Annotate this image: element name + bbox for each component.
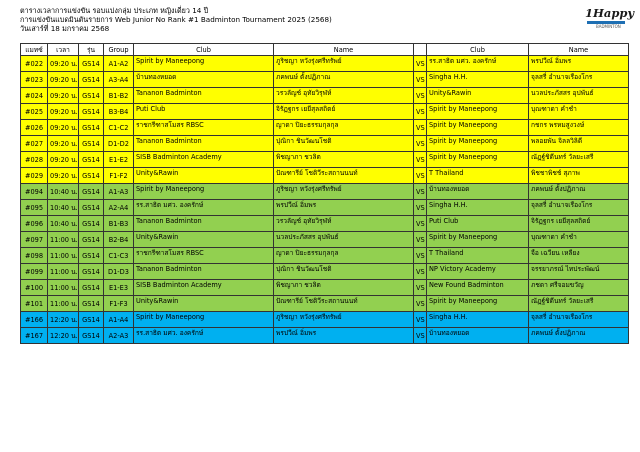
vs-cell: VS bbox=[414, 248, 427, 264]
class-cell: GS14 bbox=[79, 200, 104, 216]
vs-cell: VS bbox=[414, 88, 427, 104]
name-1-cell: นวลประภัสสร อุปพันธ์ bbox=[274, 232, 414, 248]
name-2-cell: บุณฑาดา คำชำ bbox=[529, 104, 629, 120]
vs-cell: VS bbox=[414, 152, 427, 168]
class-cell: GS14 bbox=[79, 136, 104, 152]
table-row bbox=[21, 296, 629, 312]
time-cell: 09:20 น. bbox=[48, 88, 79, 104]
table-row bbox=[21, 168, 629, 184]
table-row bbox=[21, 328, 629, 344]
club-2-cell: Spirit by Maneepong bbox=[427, 104, 529, 120]
match-cell: #026 bbox=[21, 120, 48, 136]
time-cell: 11:00 น. bbox=[48, 248, 79, 264]
club-2-cell: บ้านทองหยอด bbox=[427, 328, 529, 344]
group-cell: B2-B4 bbox=[104, 232, 134, 248]
group-cell: B1-B3 bbox=[104, 216, 134, 232]
club-2-cell: Puti Club bbox=[427, 216, 529, 232]
time-cell: 11:00 น. bbox=[48, 264, 79, 280]
club-2-cell: T Thailand bbox=[427, 248, 529, 264]
club-1-cell: บ้านทองหยอด bbox=[134, 72, 274, 88]
name-1-cell: พรปวีณ์ อิ่มพร bbox=[274, 200, 414, 216]
time-cell: 10:40 น. bbox=[48, 216, 79, 232]
table-row bbox=[21, 120, 629, 136]
time-cell: 09:20 น. bbox=[48, 56, 79, 72]
vs-cell: VS bbox=[414, 56, 427, 72]
group-cell: E1-E3 bbox=[104, 280, 134, 296]
vs-cell: VS bbox=[414, 72, 427, 88]
club-1-cell: Unity&Rawin bbox=[134, 168, 274, 184]
class-cell: GS14 bbox=[79, 232, 104, 248]
time-cell: 09:20 น. bbox=[48, 120, 79, 136]
club-1-cell: Spirit by Maneepong bbox=[134, 56, 274, 72]
name-1-cell: วรวลัญช์ อุทัยวิรุฬห์ bbox=[274, 88, 414, 104]
class-cell: GS14 bbox=[79, 152, 104, 168]
group-cell: E1-E2 bbox=[104, 152, 134, 168]
club-1-cell: Unity&Rawin bbox=[134, 232, 274, 248]
name-2-cell: จือ เฉวียน เหลียง bbox=[529, 248, 629, 264]
vs-cell: VS bbox=[414, 264, 427, 280]
header-match: แมทซ์ bbox=[21, 44, 48, 56]
match-cell: #025 bbox=[21, 104, 48, 120]
class-cell: GS14 bbox=[79, 248, 104, 264]
match-cell: #095 bbox=[21, 200, 48, 216]
match-cell: #023 bbox=[21, 72, 48, 88]
name-1-cell: ญาดา ปิยะธรรมกุลกุล bbox=[274, 248, 414, 264]
name-2-cell: ภคพนษ์ ตั้งปฏิภาณ bbox=[529, 328, 629, 344]
club-2-cell: Spirit by Maneepong bbox=[427, 136, 529, 152]
club-1-cell: รร.สาธิต มศว. องครักษ์ bbox=[134, 328, 274, 344]
class-cell: GS14 bbox=[79, 56, 104, 72]
class-cell: GS14 bbox=[79, 168, 104, 184]
vs-cell: VS bbox=[414, 184, 427, 200]
name-1-cell: พิชญาภา ชวลิต bbox=[274, 152, 414, 168]
group-cell: C1-C2 bbox=[104, 120, 134, 136]
class-cell: GS14 bbox=[79, 104, 104, 120]
match-cell: #166 bbox=[21, 312, 48, 328]
name-2-cell: ภชดา ศรีจอมขวัญ bbox=[529, 280, 629, 296]
class-cell: GS14 bbox=[79, 216, 104, 232]
club-2-cell: Singha H.H. bbox=[427, 72, 529, 88]
club-2-cell: Spirit by Maneepong bbox=[427, 152, 529, 168]
group-cell: A1-A2 bbox=[104, 56, 134, 72]
group-cell: D1-D2 bbox=[104, 136, 134, 152]
club-1-cell: Tananon Badminton bbox=[134, 264, 274, 280]
name-1-cell: ปัณฑารีย์ โชติวีระสถานนนท์ bbox=[274, 168, 414, 184]
club-1-cell: Spirit by Maneepong bbox=[134, 312, 274, 328]
name-2-cell: ภคพนษ์ ตั้งปฏิภาณ bbox=[529, 184, 629, 200]
club-2-cell: Singha H.H. bbox=[427, 312, 529, 328]
club-1-cell: SISB Badminton Academy bbox=[134, 152, 274, 168]
club-1-cell: Spirit by Maneepong bbox=[134, 184, 274, 200]
name-2-cell: จรรยาภรณ์ ไทประพัฒน์ bbox=[529, 264, 629, 280]
name-2-cell: ณัฏฐ์ชิดีนทร์ วัลยะเสรี bbox=[529, 152, 629, 168]
name-2-cell: กชกร พรหมสูงวงษ์ bbox=[529, 120, 629, 136]
class-cell: GS14 bbox=[79, 280, 104, 296]
match-cell: #022 bbox=[21, 56, 48, 72]
group-cell: A1-A4 bbox=[104, 312, 134, 328]
schedule-title: ตารางเวลาการแข่งขัน รอบแบ่งกลุ่ม ประเภท หญิงเดี่ยว 14 ปี bbox=[20, 6, 209, 15]
logo-subtitle: BADMINTON bbox=[596, 24, 621, 29]
vs-cell: VS bbox=[414, 104, 427, 120]
happy-badminton-logo bbox=[583, 6, 635, 30]
name-1-cell: พรปวีณ์ อิ่มพร bbox=[274, 328, 414, 344]
table-row bbox=[21, 88, 629, 104]
time-cell: 09:20 น. bbox=[48, 72, 79, 88]
match-cell: #100 bbox=[21, 280, 48, 296]
table-row bbox=[21, 184, 629, 200]
name-2-cell: จุลสรี่ อำนาจเรืองโกร bbox=[529, 200, 629, 216]
group-cell: D1-D3 bbox=[104, 264, 134, 280]
table-row bbox=[21, 200, 629, 216]
time-cell: 11:00 น. bbox=[48, 296, 79, 312]
header-club-1: Club bbox=[134, 44, 274, 56]
club-2-cell: NP Victory Academy bbox=[427, 264, 529, 280]
header-group: Group bbox=[104, 44, 134, 56]
name-2-cell: พลอยพัน จิลลวิลิดี bbox=[529, 136, 629, 152]
class-cell: GS14 bbox=[79, 312, 104, 328]
class-cell: GS14 bbox=[79, 264, 104, 280]
class-cell: GS14 bbox=[79, 328, 104, 344]
class-cell: GS14 bbox=[79, 296, 104, 312]
time-cell: 09:20 น. bbox=[48, 104, 79, 120]
vs-cell: VS bbox=[414, 216, 427, 232]
time-cell: 11:00 น. bbox=[48, 232, 79, 248]
group-cell: C1-C3 bbox=[104, 248, 134, 264]
class-cell: GS14 bbox=[79, 72, 104, 88]
table-header-row bbox=[21, 44, 629, 56]
club-2-cell: Unity&Rawin bbox=[427, 88, 529, 104]
logo-word: 1Happy bbox=[585, 6, 635, 20]
header-class: รุ่น bbox=[79, 44, 104, 56]
vs-cell: VS bbox=[414, 232, 427, 248]
table-row bbox=[21, 216, 629, 232]
vs-cell: VS bbox=[414, 168, 427, 184]
time-cell: 12:20 น. bbox=[48, 312, 79, 328]
match-cell: #027 bbox=[21, 136, 48, 152]
name-2-cell: พรปวีณ์ อิ่มพร bbox=[529, 56, 629, 72]
match-cell: #096 bbox=[21, 216, 48, 232]
club-1-cell: Tananon Badminton bbox=[134, 216, 274, 232]
name-2-cell: จิรัฏฐกร เยยีสุลสถิตย์ bbox=[529, 216, 629, 232]
header-name-1: Name bbox=[274, 44, 414, 56]
name-2-cell: จุลสรี่ อำนาจเรืองโกร bbox=[529, 72, 629, 88]
time-cell: 09:20 น. bbox=[48, 168, 79, 184]
group-cell: A3-A4 bbox=[104, 72, 134, 88]
header-vs bbox=[414, 44, 427, 56]
class-cell: GS14 bbox=[79, 88, 104, 104]
club-2-cell: T Thailand bbox=[427, 168, 529, 184]
match-cell: #028 bbox=[21, 152, 48, 168]
club-1-cell: ราชกรีฑาสโมสร RBSC bbox=[134, 120, 274, 136]
table-row bbox=[21, 280, 629, 296]
time-cell: 10:40 น. bbox=[48, 200, 79, 216]
club-2-cell: Spirit by Maneepong bbox=[427, 120, 529, 136]
vs-cell: VS bbox=[414, 200, 427, 216]
table-row bbox=[21, 312, 629, 328]
name-2-cell: พิชชาพิชช์ สุภาพ bbox=[529, 168, 629, 184]
club-2-cell: New Found Badminton bbox=[427, 280, 529, 296]
club-2-cell: บ้านทองหยอด bbox=[427, 184, 529, 200]
club-1-cell: Unity&Rawin bbox=[134, 296, 274, 312]
time-cell: 11:00 น. bbox=[48, 280, 79, 296]
name-2-cell: จุลสรี่ อำนาจเรืองโกร bbox=[529, 312, 629, 328]
group-cell: B1-B2 bbox=[104, 88, 134, 104]
group-cell: F1-F3 bbox=[104, 296, 134, 312]
name-2-cell: บุณฑาดา คำชำ bbox=[529, 232, 629, 248]
club-1-cell: ราชกรีฑาสโมสร RBSC bbox=[134, 248, 274, 264]
match-cell: #029 bbox=[21, 168, 48, 184]
name-2-cell: นวลประภัสสร อุปพันธ์ bbox=[529, 88, 629, 104]
club-2-cell: Spirit by Maneepong bbox=[427, 232, 529, 248]
group-cell: A2-A3 bbox=[104, 328, 134, 344]
name-1-cell: ปัณฑารีย์ โชติวีระสถานนนท์ bbox=[274, 296, 414, 312]
group-cell: B3-B4 bbox=[104, 104, 134, 120]
time-cell: 12:20 น. bbox=[48, 328, 79, 344]
name-1-cell: วรวลัญช์ อุทัยวิรุฬห์ bbox=[274, 216, 414, 232]
header-club-2: Club bbox=[427, 44, 529, 56]
club-2-cell: Singha H.H. bbox=[427, 200, 529, 216]
table-row bbox=[21, 248, 629, 264]
tournament-name: การแข่งขันแบดมินตันรายการ Web Junior No Rank #1 Badminton Tournament 2025 (2568) bbox=[20, 15, 332, 24]
club-1-cell: รร.สาธิต มศว. องครักษ์ bbox=[134, 200, 274, 216]
club-2-cell: รร.สาธิต มศว. องครักษ์ bbox=[427, 56, 529, 72]
name-1-cell: ปุณิกา ชินวัฒนโชติ bbox=[274, 264, 414, 280]
match-cell: #099 bbox=[21, 264, 48, 280]
table-row bbox=[21, 152, 629, 168]
name-1-cell: ภคพนษ์ ตั้งปฏิภาณ bbox=[274, 72, 414, 88]
class-cell: GS14 bbox=[79, 120, 104, 136]
name-1-cell: ปุณิกา ชินวัฒนโชติ bbox=[274, 136, 414, 152]
table-row bbox=[21, 264, 629, 280]
class-cell: GS14 bbox=[79, 184, 104, 200]
name-1-cell: ภูริชญา หวังรุ่งศรีทรัพย์ bbox=[274, 56, 414, 72]
club-2-cell: Spirit by Maneepong bbox=[427, 296, 529, 312]
table-row bbox=[21, 136, 629, 152]
table-row bbox=[21, 232, 629, 248]
match-cell: #024 bbox=[21, 88, 48, 104]
header-name-2: Name bbox=[529, 44, 629, 56]
vs-cell: VS bbox=[414, 328, 427, 344]
schedule-date: วันเสาร์ที่ 18 มกราคม 2568 bbox=[20, 24, 110, 33]
name-1-cell: พิชญาภา ชวลิต bbox=[274, 280, 414, 296]
name-1-cell: จิรัฏฐกร เยยีสุลสถิตย์ bbox=[274, 104, 414, 120]
name-1-cell: ญาดา ปิยะธรรมกุลกุล bbox=[274, 120, 414, 136]
vs-cell: VS bbox=[414, 120, 427, 136]
match-cell: #094 bbox=[21, 184, 48, 200]
group-cell: F1-F2 bbox=[104, 168, 134, 184]
group-cell: A1-A3 bbox=[104, 184, 134, 200]
match-cell: #097 bbox=[21, 232, 48, 248]
match-cell: #167 bbox=[21, 328, 48, 344]
time-cell: 10:40 น. bbox=[48, 184, 79, 200]
club-1-cell: SISB Badminton Academy bbox=[134, 280, 274, 296]
time-cell: 09:20 น. bbox=[48, 152, 79, 168]
name-1-cell: ภูริชญา หวังรุ่งศรีทรัพย์ bbox=[274, 312, 414, 328]
vs-cell: VS bbox=[414, 280, 427, 296]
vs-cell: VS bbox=[414, 136, 427, 152]
group-cell: A2-A4 bbox=[104, 200, 134, 216]
name-1-cell: ภูริชญา หวังรุ่งศรีทรัพย์ bbox=[274, 184, 414, 200]
table-row bbox=[21, 72, 629, 88]
club-1-cell: Tananon Badminton bbox=[134, 88, 274, 104]
vs-cell: VS bbox=[414, 312, 427, 328]
header-time: เวลา bbox=[48, 44, 79, 56]
match-cell: #101 bbox=[21, 296, 48, 312]
table-row bbox=[21, 56, 629, 72]
match-cell: #098 bbox=[21, 248, 48, 264]
vs-cell: VS bbox=[414, 296, 427, 312]
time-cell: 09:20 น. bbox=[48, 136, 79, 152]
club-1-cell: Tananon Badminton bbox=[134, 136, 274, 152]
club-1-cell: Puti Club bbox=[134, 104, 274, 120]
name-2-cell: ณัฏฐ์ชิดีนทร์ วัลยะเสรี bbox=[529, 296, 629, 312]
table-row bbox=[21, 104, 629, 120]
match-schedule-table bbox=[20, 43, 629, 344]
